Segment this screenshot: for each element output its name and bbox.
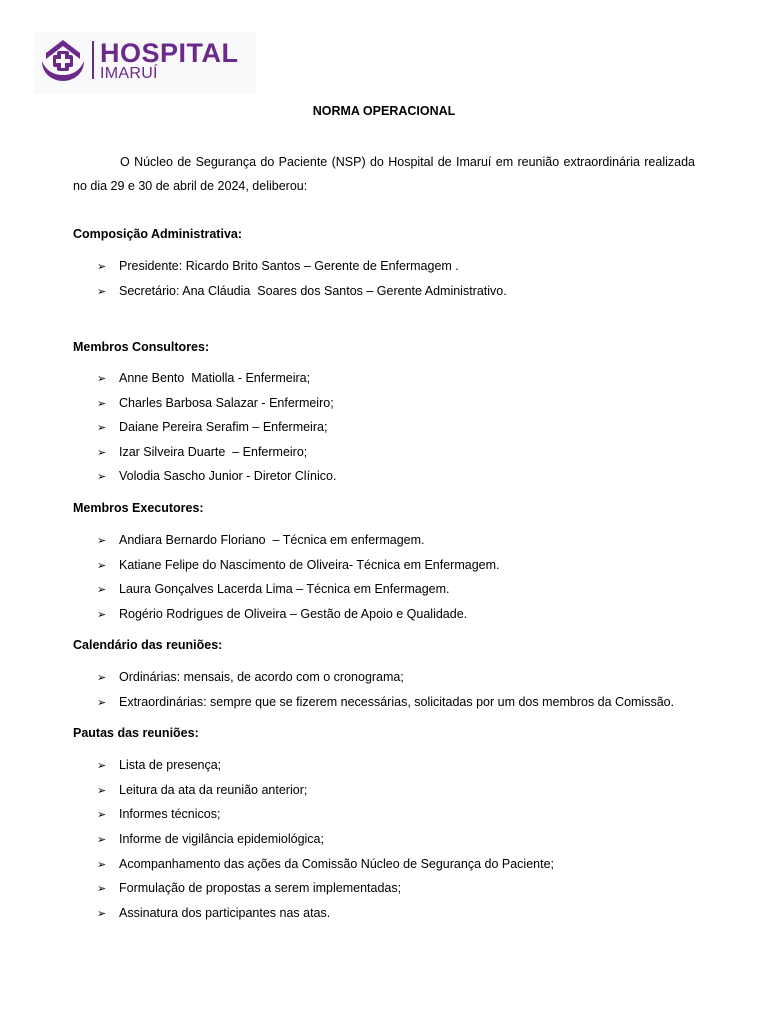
list-item: ➢ Laura Gonçalves Lacerda Lima – Técnica em Enfermagem.	[97, 582, 450, 596]
list-item: ➢ Leitura da ata da reunião anterior;	[97, 783, 308, 797]
list-item: ➢ Andiara Bernardo Floriano – Técnica em enfermagem.	[97, 533, 425, 547]
arrow-bullet-icon: ➢	[97, 535, 107, 547]
arrow-bullet-icon: ➢	[97, 398, 107, 410]
list-item: ➢ Katiane Felipe do Nascimento de Oliveira- Técnica em Enfermagem.	[97, 558, 500, 572]
arrow-bullet-icon: ➢	[97, 883, 107, 895]
list-item: ➢ Informe de vigilância epidemiológica;	[97, 832, 324, 846]
section-heading: Composição Administrativa:	[73, 227, 243, 241]
arrow-bullet-icon: ➢	[97, 785, 107, 797]
arrow-bullet-icon: ➢	[97, 560, 107, 572]
arrow-bullet-icon: ➢	[97, 261, 107, 273]
list-item: ➢ Formulação de propostas a serem implementadas;	[97, 881, 402, 895]
arrow-bullet-icon: ➢	[97, 471, 107, 483]
arrow-bullet-icon: ➢	[97, 447, 107, 459]
list-item: ➢ Izar Silveira Duarte – Enfermeiro;	[97, 445, 308, 459]
logo-divider	[92, 41, 94, 79]
arrow-bullet-icon: ➢	[97, 286, 107, 298]
list-item: ➢ Informes técnicos;	[97, 807, 221, 821]
hospital-logo	[34, 32, 256, 94]
document-title: NORMA OPERACIONAL	[312, 104, 456, 118]
logo-text-imarui: IMARUÍ	[100, 65, 158, 82]
list-item: ➢ Charles Barbosa Salazar - Enfermeiro;	[97, 396, 334, 410]
logo-text-hospital: HOSPITAL	[100, 38, 239, 68]
intro-paragraph: O Núcleo de Segurança do Paciente (NSP) do Hospital de Imaruí em reunião extraordinária realizada no dia 29 e 30 de abril de 2024, deliberou:	[73, 155, 695, 193]
section-heading: Pautas das reuniões:	[73, 726, 199, 740]
list-item: ➢ Presidente: Ricardo Brito Santos – Gerente de Enfermagem .	[97, 259, 459, 273]
arrow-bullet-icon: ➢	[97, 760, 107, 772]
arrow-bullet-icon: ➢	[97, 373, 107, 385]
section-heading: Membros Consultores:	[73, 340, 210, 354]
list-item: ➢ Lista de presença;	[97, 758, 222, 772]
arrow-bullet-icon: ➢	[97, 584, 107, 596]
arrow-bullet-icon: ➢	[97, 908, 107, 920]
list-item: ➢ Assinatura dos participantes nas atas.	[97, 906, 331, 920]
arrow-bullet-icon: ➢	[97, 809, 107, 821]
arrow-bullet-icon: ➢	[97, 834, 107, 846]
list-item: ➢ Anne Bento Matiolla - Enfermeira;	[97, 371, 311, 385]
hospital-logo-icon	[40, 37, 86, 85]
arrow-bullet-icon: ➢	[97, 609, 107, 621]
arrow-bullet-icon: ➢	[97, 859, 107, 871]
arrow-bullet-icon: ➢	[97, 697, 107, 709]
list-item: ➢ Extraordinárias: sempre que se fizerem necessárias, solicitadas por um dos membros da Comissão.	[97, 695, 675, 709]
list-item: ➢ Rogério Rodrigues de Oliveira – Gestão de Apoio e Qualidade.	[97, 607, 468, 621]
arrow-bullet-icon: ➢	[97, 672, 107, 684]
list-item: ➢ Volodia Sascho Junior - Diretor Clínico.	[97, 469, 337, 483]
list-item: ➢ Acompanhamento das ações da Comissão Núcleo de Segurança do Paciente;	[97, 857, 554, 871]
section-heading: Calendário das reuniões:	[73, 638, 223, 652]
list-item: ➢ Daiane Pereira Serafim – Enfermeira;	[97, 420, 328, 434]
arrow-bullet-icon: ➢	[97, 422, 107, 434]
section-heading: Membros Executores:	[73, 501, 204, 515]
list-item: ➢ Secretário: Ana Cláudia Soares dos Santos – Gerente Administrativo.	[97, 284, 507, 298]
list-item: ➢ Ordinárias: mensais, de acordo com o cronograma;	[97, 670, 404, 684]
